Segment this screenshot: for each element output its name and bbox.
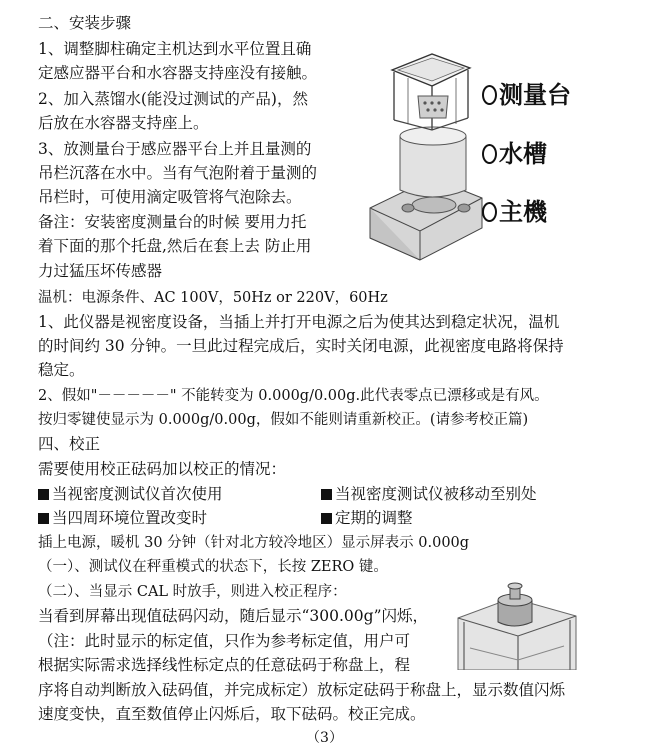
- text-line: 吊栏时，可使用滴定吸管将气泡除去。: [38, 188, 302, 206]
- bullet-square-icon: [321, 489, 332, 500]
- section-heading-calibration: 四、校正: [38, 435, 101, 453]
- text-line: 稳定。: [38, 361, 85, 379]
- warmup-heading: 温机：电源条件、AC 100V，50Hz or 220V，60Hz: [38, 290, 388, 306]
- text-line: 2、假如"－－－－－" 不能转变为 0.000g/0.00g.此代表零点已漂移或是有风。: [38, 388, 549, 404]
- text-line: （注：此时显示的标定值，只作为参考标定值，用户可: [38, 632, 411, 650]
- label-text: 水槽: [499, 140, 547, 168]
- text-line: 需要使用校正砝码加以校正的情况：: [38, 460, 287, 478]
- text-line: 1、此仪器是视密度设备，当插上并打开电源之后为使其达到稳定状况，温机: [38, 313, 560, 331]
- circle-bullet-icon: [482, 202, 497, 222]
- text-line: （一）、测试仪在秤重模式的状态下，长按 ZERO 键。: [38, 559, 388, 575]
- bullet-square-icon: [38, 513, 49, 524]
- label-main-unit: [482, 197, 547, 227]
- note-line: 力过猛压坏传感器: [38, 262, 163, 280]
- text-line: 1、调整脚柱确定主机达到水平位置且确: [38, 40, 312, 58]
- circle-bullet-icon: [482, 144, 497, 164]
- bullet-text: 当视密度测试仪被移动至别处: [335, 485, 537, 503]
- note-line: 备注：安装密度测量台的时候 要用力托: [38, 213, 307, 231]
- text-line: 3、放测量台于感应器平台上并且量测的: [38, 140, 312, 158]
- circle-bullet-icon: [482, 85, 497, 105]
- bullet-item: [38, 484, 223, 504]
- text-line: 吊栏沉落在水中。当有气泡附着于量测的: [38, 164, 318, 182]
- text-line: 根据实际需求选择线性标定点的任意砝码于称盘上，程: [38, 656, 411, 674]
- calibration-weight-illustration: [452, 578, 582, 670]
- bullet-square-icon: [38, 489, 49, 500]
- text-line: 后放在水容器支持座上。: [38, 114, 209, 132]
- text-line: 定感应器平台和水容器支持座没有接触。: [38, 64, 318, 82]
- bullet-text: 定期的调整: [335, 509, 413, 527]
- text-line: 插上电源，暖机 30 分钟（针对北方较冷地区）显示屏表示 0.000g: [38, 535, 470, 551]
- bullet-square-icon: [321, 513, 332, 524]
- density-tester-illustration: [362, 48, 487, 263]
- text-line: 当看到屏幕出现值砝码闪动，随后显示“300.00g”闪烁，: [38, 607, 429, 625]
- text-line: （二）、当显示 CAL 时放手，则进入校正程序：: [38, 584, 347, 600]
- label-measuring-stand: [482, 80, 571, 110]
- label-water-tank: [482, 139, 547, 169]
- bullet-item: [38, 508, 207, 528]
- text-line: 按归零键使显示为 0.000g/0.00g，假如不能则请重新校正。(请参考校正篇): [38, 412, 529, 428]
- text-line: 序将自动判断放入砝码值，并完成标定）放标定砝码于称盘上，显示数值闪烁: [38, 681, 566, 699]
- text-line: 2、加入蒸馏水(能没过测试的产品)，然: [38, 90, 308, 108]
- bullet-item: [321, 508, 413, 528]
- bullet-item: [321, 484, 537, 504]
- section-heading-install: 二、安装步骤: [38, 14, 132, 32]
- text-line: 的时间约 30 分钟。一旦此过程完成后，实时关闭电源，此视密度电路将保持: [38, 337, 564, 355]
- note-line: 着下面的那个托盘,然后在套上去 防止用: [38, 237, 312, 255]
- label-text: 主機: [499, 198, 547, 226]
- label-text: 测量台: [499, 81, 571, 109]
- bullet-text: 当四周环境位置改变时: [52, 509, 208, 527]
- page-number: （3）: [306, 730, 343, 746]
- bullet-text: 当视密度测试仪首次使用: [52, 485, 223, 503]
- text-line: 速度变快，直至数值停止闪烁后，取下砝码。校正完成。: [38, 705, 426, 723]
